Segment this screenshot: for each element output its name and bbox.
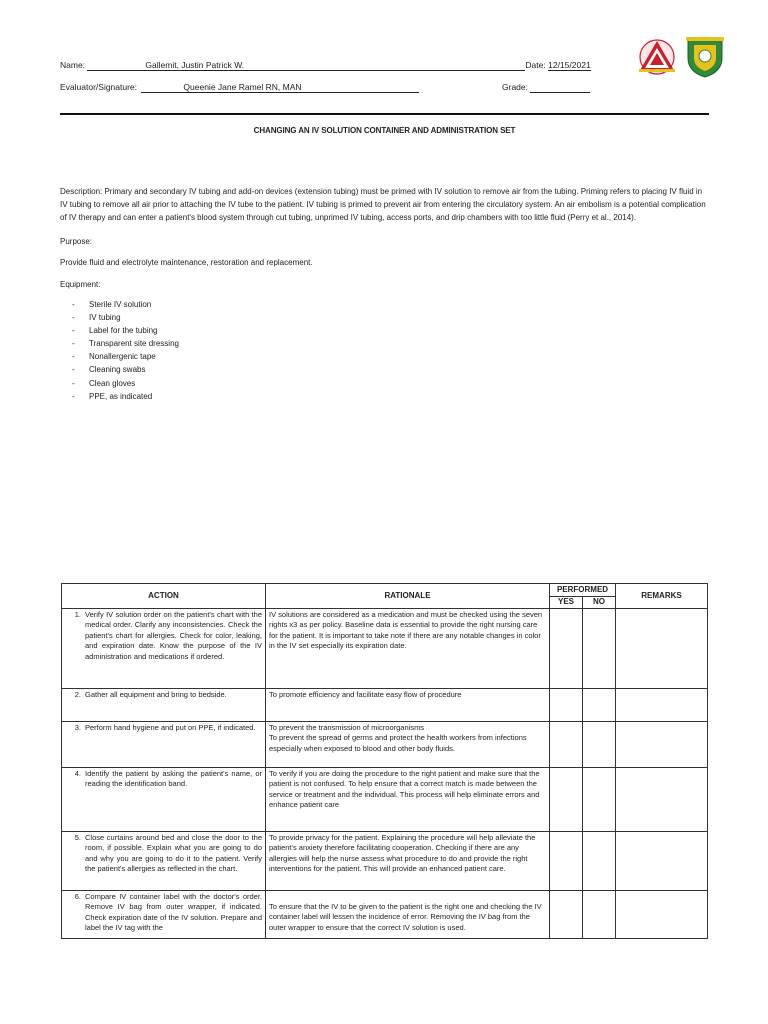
- header-rationale: RATIONALE: [266, 584, 550, 609]
- equipment-item: - Nonallergenic tape: [72, 352, 156, 362]
- yes-cell[interactable]: [550, 608, 583, 688]
- grade-label: Grade:: [502, 82, 528, 92]
- document-title: CHANGING AN IV SOLUTION CONTAINER AND ADMINISTRATION SET: [253, 126, 516, 135]
- action-text: Close curtains around bed and close the door to the room, if possible. Explain what you are going to do and why you are going to do it to the patient. Verify the patient's allergies as reflected in the chart.: [85, 832, 262, 874]
- rationale-text: To provide privacy for the patient. Explaining the procedure will help alleviate the patient's anxiety therefore facilitating cooperation. Checking if there are any allergies will help the nurse assess what procedure to do and provide the right interventions for the patient. This will provide an enhanced patient care.: [266, 831, 550, 890]
- table-row: 1. Verify IV solution order on the patient's chart with the medical order. Clarify any inconsistencies. Check the patient's chart for allergies. Check for color, leaking, and expiration date. Know the purpose of the IV administration and medications if ordered. IV solutions are considered as a medication and must be checked using the seven rights x3 as per policy. Baseline data is essential to provide the right nursing care for the patient. It is important to take note if there are any notable changes in color in the IV set especially its expiration date.: [62, 608, 708, 688]
- equipment-item: - Clean gloves: [72, 378, 136, 388]
- table-row: 3. Perform hand hygiene and put on PPE, if indicated. To prevent the transmission of microorganisms To prevent the spread of germs and protect the health workers from infections especially when exposed to blood and other body fluids.: [62, 721, 708, 767]
- no-cell[interactable]: [583, 831, 616, 890]
- name-label: Name:: [60, 60, 86, 70]
- remarks-cell[interactable]: [616, 721, 708, 767]
- table-row: 2. Gather all equipment and bring to bedside. To promote efficiency and facilitate easy flow of procedure: [62, 688, 708, 721]
- school-logo-green: [684, 34, 726, 78]
- yes-cell[interactable]: [550, 721, 583, 767]
- yes-cell[interactable]: [550, 831, 583, 890]
- equipment-item: - Sterile IV solution: [72, 300, 152, 309]
- evaluator-value: Queenie Jane Ramel RN, MAN: [141, 82, 419, 93]
- grade-row: [502, 82, 590, 93]
- header-performed: PERFORMED: [550, 584, 616, 597]
- table-row: 4. Identify the patient by asking the patient's name, or reading the identification band. To verify if you are doing the procedure to the right patient and make sure that the patient is not confused. To help ensure that a correct match is made between the service or treatment and the individual. This process will help eliminate errors and enhance patient care: [62, 767, 708, 831]
- header-no: NO: [583, 597, 616, 609]
- action-text: Perform hand hygiene and put on PPE, if indicated.: [85, 722, 256, 732]
- no-cell[interactable]: [583, 767, 616, 831]
- purpose-text: Provide fluid and electrolyte maintenance, restoration and replacement.: [60, 258, 313, 267]
- action-text: Gather all equipment and bring to bedside.: [85, 689, 227, 699]
- equipment-item: - Transparent site dressing: [72, 339, 179, 349]
- action-text: Identify the patient by asking the patient's name, or reading the identification band.: [85, 768, 262, 789]
- header-yes: YES: [550, 597, 583, 609]
- remarks-cell[interactable]: [616, 831, 708, 890]
- remarks-cell[interactable]: [616, 688, 708, 721]
- equipment-list: [72, 298, 179, 403]
- remarks-cell[interactable]: [616, 890, 708, 938]
- equipment-item: - IV tubing: [72, 313, 121, 323]
- rationale-text: To prevent the transmission of microorganisms To prevent the spread of germs and protect the health workers from infections especially when exposed to blood and other body fluids.: [266, 721, 550, 767]
- no-cell[interactable]: [583, 688, 616, 721]
- name-value: Gallemit, Justin Patrick W.: [87, 60, 525, 71]
- rationale-text: To ensure that the IV to be given to the patient is the right one and checking the IV container label will lessen the incidence of error. Removing the IV bag from the outer wrapper to ensure that the correct IV solution is used.: [266, 890, 550, 938]
- action-text: Verify IV solution order on the patient's chart with the medical order. Clarify any inconsistencies. Check the patient's chart for allergies. Check for color, leaking, and expiration date. Know the purpose of the IV administration and medications if ordered.: [85, 609, 262, 661]
- name-row: [60, 60, 591, 71]
- equipment-label: Equipment:: [60, 280, 101, 289]
- procedure-table: [61, 583, 708, 939]
- no-cell[interactable]: [583, 890, 616, 938]
- yes-cell[interactable]: [550, 688, 583, 721]
- table-row: 6. Compare IV container label with the doctor's order. Remove IV bag from outer wrapper, if indicated. Check expiration date of the IV solution. Prepare and label the IV tag with the To ensure that the IV to be given to the patient is the right one and checking the IV container label will lessen the incidence of error. Removing the IV bag from the outer wrapper to ensure that the correct IV solution is used.: [62, 890, 708, 938]
- description-paragraph: Description: Primary and secondary IV tubing and add-on devices (extension tubing) must be primed with IV solution to remove air from the tubing. Priming refers to placing IV fluid in IV tubing to remove all air prior to attaching the IV tube to the patient. IV tubing is primed to prevent air from entering the circulatory system. An air embolism is a potential complication of IV therapy and can enter a patient's blood system through cut tubing, unprimed IV tubing, access ports, and drip chambers with too little fluid (Perry et al., 2014).: [60, 187, 706, 222]
- rationale-text: IV solutions are considered as a medication and must be checked using the seven rights x3 as per policy. Baseline data is essential to provide the right nursing care for the patient. It is important to take note if there are any notable changes in color in the IV set especially its expiration date.: [266, 608, 550, 688]
- equipment-item: - Label for the tubing: [72, 326, 158, 336]
- evaluator-label: Evaluator/Signature:: [60, 82, 138, 92]
- header-divider: [60, 113, 709, 115]
- date-value: 12/15/2021: [548, 60, 591, 70]
- equipment-item: - Cleaning swabs: [72, 365, 146, 375]
- yes-cell[interactable]: [550, 890, 583, 938]
- action-text: Compare IV container label with the doctor's order. Remove IV bag from outer wrapper, if indicated. Check expiration date of the IV solution. Prepare and label the IV tag with the: [85, 891, 262, 933]
- grade-blank: [530, 82, 590, 93]
- rationale-text: To verify if you are doing the procedure to the right patient and make sure that the patient is not confused. To help ensure that a correct match is made between the service or treatment and the individual. This process will help eliminate errors and enhance patient care: [266, 767, 550, 831]
- header-action: ACTION: [62, 584, 266, 609]
- rationale-text: To promote efficiency and facilitate easy flow of procedure: [266, 688, 550, 721]
- table-row: 5. Close curtains around bed and close the door to the room, if possible. Explain what you are going to do and why you are going to do it to the patient. Verify the patient's allergies as reflected in the chart. To provide privacy for the patient. Explaining the procedure will help alleviate the patient's anxiety therefore facilitating cooperation. Checking if there are any allergies will help the nurse assess what procedure to do and provide the right interventions for the patient. This will provide an enhanced patient care.: [62, 831, 708, 890]
- yes-cell[interactable]: [550, 767, 583, 831]
- date-label: Date:: [525, 60, 546, 70]
- equipment-item: - PPE, as indicated: [72, 391, 153, 401]
- school-logo-red: [635, 36, 679, 76]
- evaluator-row: [60, 82, 419, 93]
- purpose-label: Purpose:: [60, 237, 93, 246]
- remarks-cell[interactable]: [616, 608, 708, 688]
- header-remarks: REMARKS: [616, 584, 708, 609]
- no-cell[interactable]: [583, 721, 616, 767]
- remarks-cell[interactable]: [616, 767, 708, 831]
- no-cell[interactable]: [583, 608, 616, 688]
